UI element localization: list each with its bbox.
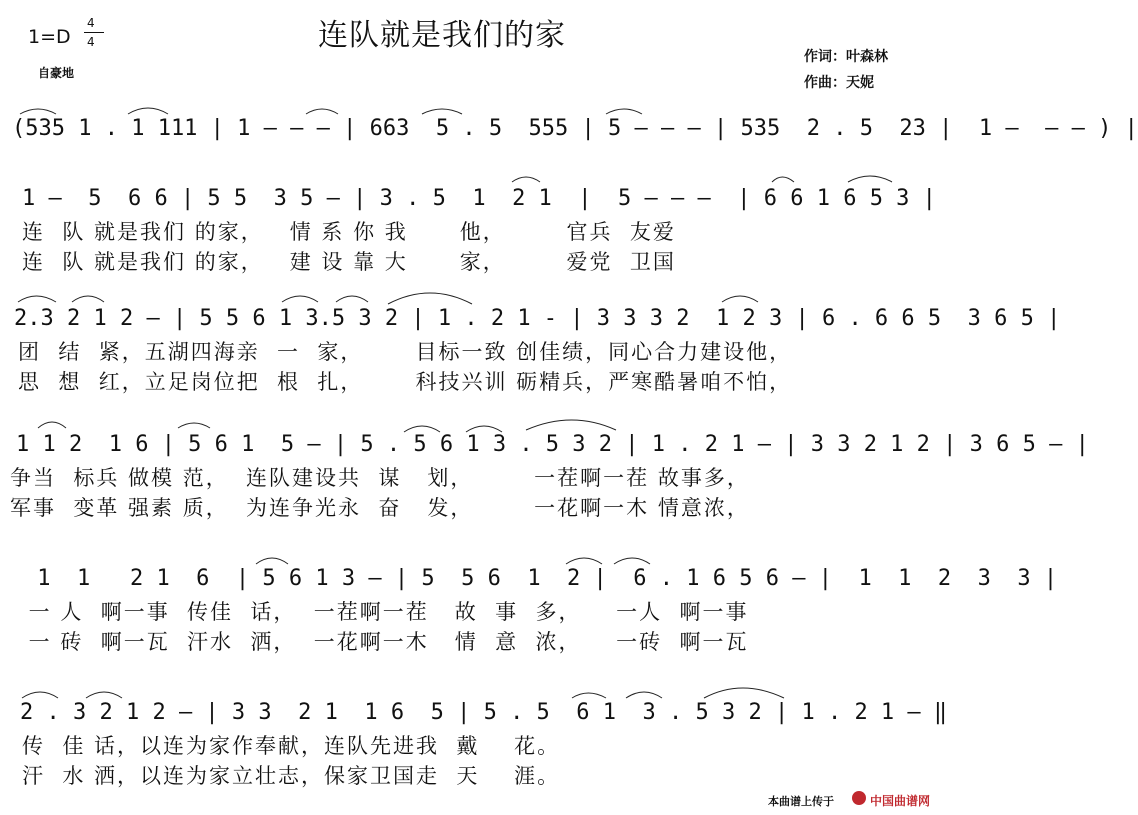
key-signature: 1=D	[28, 26, 71, 48]
notation-row-5: 1 1 2 1 6 | 5 6 1 3 — | 5 5 6 1 2 | 6 . 1 6 5 6 — | 1 1 2 3 3 |	[24, 566, 1058, 591]
notation-row-2: 1 — 5 6 6 | 5 5 3 5 — | 3 . 5 1 2 1 | 5 — — — | 6 6 1 6 5 3 |	[22, 186, 936, 211]
notation-row-6: 2 . 3 2 1 2 — | 3 3 2 1 1 6 5 | 5 . 5 6 1 3 . 5 3 2 | 1 . 2 1 — ‖	[20, 700, 948, 725]
lyric-row-2-verse-1: 连 队 就是我们 的家， 情 系 你 我 他， 官兵 友爱	[22, 220, 676, 244]
source-label: 自豪地	[38, 66, 75, 80]
lyric-row-2-verse-2: 连 队 就是我们 的家， 建 设 靠 大 家， 爱党 卫国	[22, 250, 676, 274]
lyric-row-4-verse-1: 争当 标兵 做模 范， 连队建设共 谋 划， 一茬啊一茬 故事多，	[10, 466, 750, 490]
page-title: 连队就是我们的家	[318, 18, 566, 53]
lyric-row-4-verse-2: 军事 变革 强素 质， 为连争光永 奋 发， 一花啊一木 情意浓，	[10, 496, 750, 520]
time-signature-top: 4	[87, 16, 95, 30]
lyric-row-5-verse-2: 一 砖 啊一瓦 汗水 洒， 一花啊一木 情 意 浓， 一砖 啊一瓦	[20, 630, 749, 654]
site-logo-icon	[852, 791, 866, 805]
upload-caption: 本曲谱上传于	[768, 795, 834, 808]
lyric-row-3-verse-2: 思 想 红，立足岗位把 根 扎， 科技兴训 砺精兵，严寒酷暑咱不怕，	[18, 370, 793, 394]
lyric-row-3-verse-1: 团 结 紧，五湖四海亲 一 家， 目标一致 创佳绩，同心合力建设他，	[18, 340, 793, 364]
site-logo-text: 中国曲谱网	[870, 794, 931, 808]
notation-row-3: 2.3 2 1 2 — | 5 5 6 1 3.5 3 2 | 1 . 2 1 - | 3 3 3 2 1 2 3 | 6 . 6 6 5 3 6 5 |	[14, 306, 1061, 331]
notation-row-4: 1 1 2 1 6 | 5 6 1 5 — | 5 . 5 6 1 3 . 5 3 2 | 1 . 2 1 — | 3 3 2 1 2 | 3 6 5 — |	[16, 432, 1089, 457]
lyric-row-6-verse-2: 汗 水 洒，以连为家立壮志，保家卫国走 天 涯。	[22, 764, 561, 788]
lyric-row-6-verse-1: 传 佳 话，以连为家作奉献，连队先进我 戴 花。	[22, 734, 561, 758]
lyric-row-5-verse-1: 一 人 啊一事 传佳 话， 一茬啊一茬 故 事 多， 一人 啊一事	[20, 600, 749, 624]
notation-row-intro: (535 1 . 1 111 | 1 — — — | 663 5 . 5 555 | 5 — — — | 535 2 . 5 23 | 1 — — — ) |	[12, 116, 1138, 141]
time-signature-bottom: 4	[87, 35, 95, 49]
composer-credit: 作曲：天妮	[804, 75, 874, 91]
lyricist-credit: 作词：叶森林	[804, 49, 888, 65]
